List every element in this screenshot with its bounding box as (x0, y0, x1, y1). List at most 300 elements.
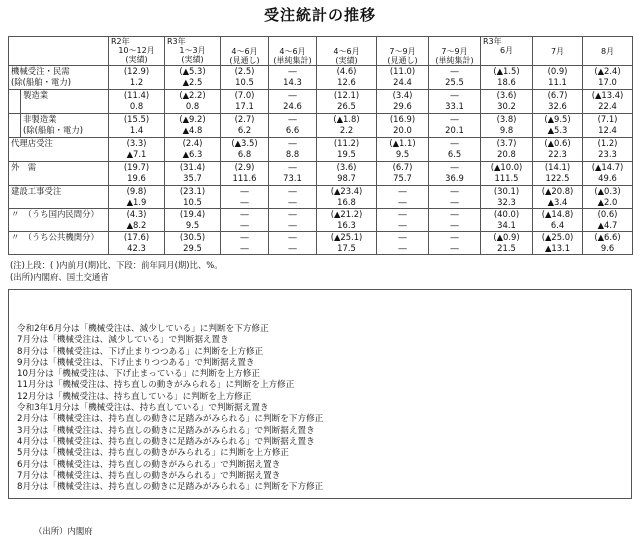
value-bottom: 19.6 (127, 172, 146, 183)
value-top: (2.9) (234, 162, 255, 173)
value-cell (583, 66, 633, 90)
value-top: (2.5) (234, 66, 255, 77)
value-bottom: 20.1 (445, 124, 464, 135)
header-row (9, 37, 633, 66)
value-top: (▲9.2) (179, 114, 206, 125)
value-top: (▲9.5) (544, 114, 571, 125)
value-bottom: 111.6 (232, 172, 257, 183)
value-cell (221, 66, 269, 90)
value-bottom: 22.4 (598, 100, 617, 111)
page-title: 受注統計の推移 (263, 6, 376, 24)
value-cell (583, 162, 633, 186)
value-bottom: 12.4 (598, 124, 617, 135)
value-cell (481, 186, 533, 209)
value-cell (165, 66, 221, 90)
table-row (9, 186, 633, 209)
value-cell (165, 209, 221, 232)
value-cell (481, 90, 533, 114)
value-cell (317, 90, 377, 114)
bottom-source: （出所）内閣府 (34, 526, 93, 536)
value-top: (3.6) (496, 90, 517, 101)
value-bottom: 22.3 (548, 148, 567, 159)
value-cell (533, 66, 583, 90)
value-bottom: 8.8 (285, 148, 300, 159)
judgment-history-item: 7月分は「機械受注は、減少している」で判断据え置き (17, 335, 229, 346)
value-bottom: 75.7 (393, 172, 412, 183)
value-cell (221, 138, 269, 162)
value-top: (7.0) (234, 90, 255, 101)
value-top: (▲0.3) (594, 186, 621, 197)
header-col-7 (429, 37, 481, 66)
value-cell (221, 162, 269, 186)
value-bottom: ▲4.8 (182, 124, 203, 135)
value-top: (▲1.5) (493, 66, 520, 77)
value-top: (0.6) (597, 209, 618, 220)
value-bottom: 17.1 (235, 100, 254, 111)
value-top: (11.4) (123, 90, 150, 101)
value-cell (317, 66, 377, 90)
value-top: ― (450, 209, 459, 220)
row-label-cell (21, 90, 109, 114)
value-bottom: 9.5 (185, 219, 200, 230)
value-bottom: ▲2.0 (597, 196, 618, 207)
header-label: 7月 (550, 47, 565, 56)
table-row (9, 232, 633, 255)
header-col-6 (377, 37, 429, 66)
row-label-cell (9, 186, 109, 209)
row-label-cell (9, 232, 109, 255)
value-bottom: ― (450, 196, 459, 207)
value-bottom: 9.5 (395, 148, 410, 159)
value-cell (481, 138, 533, 162)
value-top: (▲10.0) (490, 162, 523, 173)
value-bottom: 73.1 (283, 172, 302, 183)
value-top: (4.6) (336, 66, 357, 77)
value-top: ― (288, 162, 297, 173)
value-top: (▲1.8) (333, 114, 360, 125)
header-col-2 (165, 37, 221, 66)
value-cell (317, 162, 377, 186)
value-cell (429, 114, 481, 138)
value-top: (2.4) (182, 138, 203, 149)
value-cell (109, 162, 165, 186)
header-label: 7～9月 (単純集計) (435, 47, 474, 66)
value-bottom: ― (240, 196, 249, 207)
value-bottom: ― (288, 196, 297, 207)
value-cell (221, 114, 269, 138)
value-bottom: 17.0 (598, 76, 617, 87)
value-bottom: 29.6 (393, 100, 412, 111)
value-bottom: 17.5 (337, 242, 356, 253)
header-label: 4～6月 (単純集計) (273, 47, 312, 66)
value-cell (109, 90, 165, 114)
value-top: (14.1) (544, 162, 571, 173)
value-top: (▲6.6) (594, 232, 621, 243)
value-top: ― (240, 186, 249, 197)
header-label: 4～6月 (実績) (333, 47, 360, 66)
value-top: ― (240, 209, 249, 220)
value-top: (9.8) (126, 186, 147, 197)
table-body (9, 37, 633, 255)
value-cell (109, 209, 165, 232)
value-cell (109, 66, 165, 90)
value-cell (165, 114, 221, 138)
value-bottom: 10.5 (183, 196, 202, 207)
value-cell (377, 209, 429, 232)
value-bottom: 36.9 (445, 172, 464, 183)
value-cell (583, 186, 633, 209)
value-bottom: ― (450, 219, 459, 230)
value-bottom: 12.6 (337, 76, 356, 87)
value-cell (165, 162, 221, 186)
value-top: (15.5) (123, 114, 150, 125)
value-bottom: 9.8 (499, 124, 514, 135)
value-cell (109, 138, 165, 162)
judgment-history-item: 2月分は「機械受注は、持ち直しの動きに足踏みがみられる」に判断を下方修正 (17, 414, 324, 425)
value-bottom: 16.3 (337, 219, 356, 230)
value-top: (6.7) (392, 162, 413, 173)
value-top: (▲0.6) (544, 138, 571, 149)
value-cell (533, 232, 583, 255)
value-top: (7.1) (597, 114, 618, 125)
value-cell (269, 162, 317, 186)
table-note: (注)上段：( )内前月(期)比、下段：前年同月(期)比、%。 (10, 260, 223, 270)
value-bottom: 26.5 (337, 100, 356, 111)
value-bottom: ― (398, 219, 407, 230)
value-bottom: 29.5 (183, 242, 202, 253)
table-row (9, 138, 633, 162)
header-year: R3年 (483, 37, 502, 46)
value-cell (269, 186, 317, 209)
value-bottom: 6.8 (237, 148, 252, 159)
row-label: 建設工事受注 (11, 186, 62, 197)
value-top: (3.6) (336, 162, 357, 173)
value-cell (583, 209, 633, 232)
value-cell (317, 138, 377, 162)
value-cell (377, 66, 429, 90)
row-indent (9, 114, 21, 138)
value-top: (12.1) (333, 90, 360, 101)
value-bottom: 25.5 (445, 76, 464, 87)
row-label-cell (21, 114, 109, 138)
row-label-cell (9, 209, 109, 232)
value-top: (23.1) (179, 186, 206, 197)
value-top: (19.7) (123, 162, 150, 173)
value-top: ― (288, 186, 297, 197)
value-bottom: ▲8.2 (126, 219, 147, 230)
value-cell (165, 232, 221, 255)
value-cell (269, 138, 317, 162)
row-label: 製造業 (23, 90, 49, 101)
row-label: 外 需 (11, 162, 37, 173)
value-top: (3.4) (392, 90, 413, 101)
value-bottom: ― (240, 219, 249, 230)
judgment-history-item: 11月分は「機械受注は、持ち直しの動きがみられる」に判断を上方修正 (17, 380, 295, 391)
value-cell (583, 232, 633, 255)
value-bottom: 16.8 (337, 196, 356, 207)
value-cell (269, 66, 317, 90)
value-top: (40.0) (493, 209, 520, 220)
value-top: (▲13.4) (591, 90, 624, 101)
value-cell (269, 209, 317, 232)
judgment-history-item: 令和3年1月分は「機械受注は、持ち直している」で判断据え置き (17, 403, 269, 414)
value-top: ― (398, 186, 407, 197)
judgment-history-item: 10月分は「機械受注は、下げ止まっている」に判断を上方修正 (17, 369, 260, 380)
value-bottom: 1.2 (129, 76, 144, 87)
value-top: ― (398, 209, 407, 220)
value-bottom: 49.6 (598, 172, 617, 183)
value-bottom: ▲5.3 (547, 124, 568, 135)
value-cell (221, 209, 269, 232)
value-bottom: 33.1 (445, 100, 464, 111)
row-indent (9, 90, 21, 114)
value-bottom: 20.8 (497, 148, 516, 159)
table-row (9, 114, 633, 138)
value-top: (▲2.2) (179, 90, 206, 101)
value-top: ― (288, 114, 297, 125)
header-label: 1～3月 (実績) (179, 46, 206, 65)
value-cell (429, 186, 481, 209)
value-top: (▲25.0) (541, 232, 574, 243)
value-bottom: 6.5 (447, 148, 462, 159)
value-cell (583, 90, 633, 114)
value-cell (221, 232, 269, 255)
judgment-history-item: 6月分は「機械受注は、持ち直しの動きがみられる」で判断据え置き (17, 459, 281, 470)
value-bottom: 32.3 (497, 196, 516, 207)
value-bottom: ― (288, 219, 297, 230)
value-cell (317, 186, 377, 209)
value-cell (221, 90, 269, 114)
value-bottom: 0.8 (185, 100, 200, 111)
row-label: 非製造業 (23, 114, 57, 125)
value-top: ― (450, 66, 459, 77)
row-label: 〃 （うち公共機関分） (11, 232, 99, 243)
value-cell (109, 114, 165, 138)
value-cell (429, 66, 481, 90)
value-top: (11.0) (389, 66, 416, 77)
value-cell (109, 186, 165, 209)
value-top: (▲2.4) (594, 66, 621, 77)
value-cell (481, 162, 533, 186)
judgment-history-item: 9月分は「機械受注は、下げ止まりつつある」で判断据え置き (17, 357, 255, 368)
header-label: 10～12月 (実績) (118, 46, 155, 65)
value-top: ― (288, 232, 297, 243)
value-bottom: 14.3 (283, 76, 302, 87)
value-bottom: 6.4 (550, 219, 565, 230)
row-label: 機械受注・民需 (11, 66, 70, 77)
judgment-history-list (17, 324, 323, 493)
row-label-cell (9, 138, 109, 162)
judgment-history-item: 7月分は「機械受注は、持ち直しの動きがみられる」で判断据え置き (17, 470, 281, 481)
value-top: ― (450, 114, 459, 125)
value-bottom: ▲7.1 (126, 148, 147, 159)
header-label: 6月 (499, 46, 514, 56)
judgment-history-item: 令和2年6月分は「機械受注は、減少している」に判断を下方修正 (17, 324, 269, 334)
value-cell (377, 162, 429, 186)
judgment-history-item: 8月分は「機械受注は、下げ止まりつつある」に判断を上方修正 (17, 346, 264, 357)
table-source: (出所)内閣府、国土交通省 (10, 272, 109, 282)
value-bottom: ― (450, 242, 459, 253)
value-cell (377, 186, 429, 209)
judgment-history-item: 4月分は「機械受注は、持ち直しの動きに足踏みがみられる」で判断据え置き (17, 436, 315, 447)
value-cell (533, 90, 583, 114)
value-bottom: ― (288, 242, 297, 253)
value-top: ― (450, 232, 459, 243)
header-year: R2年 (111, 37, 130, 46)
judgment-history-item: 12月分は「機械受注は、持ち直している」に判断を上方修正 (17, 391, 252, 402)
value-top: ― (398, 232, 407, 243)
value-top: ― (240, 232, 249, 243)
value-bottom: 18.6 (497, 76, 516, 87)
value-bottom: 35.7 (183, 172, 202, 183)
row-label: 〃 （うち国内民間分） (11, 209, 99, 220)
value-cell (481, 209, 533, 232)
value-bottom: 24.6 (283, 100, 302, 111)
value-cell (481, 114, 533, 138)
value-cell (533, 162, 583, 186)
judgment-history-item: 3月分は「機械受注は、持ち直しの動きに足踏みがみられる」で判断据え置き (17, 425, 315, 436)
value-cell (429, 232, 481, 255)
header-col-9 (533, 37, 583, 66)
value-top: (6.7) (547, 90, 568, 101)
value-top: ― (288, 90, 297, 101)
value-cell (583, 114, 633, 138)
table-row (9, 162, 633, 186)
value-cell (429, 90, 481, 114)
value-bottom: ― (398, 242, 407, 253)
value-cell (429, 209, 481, 232)
value-bottom: 2.2 (339, 124, 354, 135)
value-cell (533, 114, 583, 138)
row-sublabel: (除(船舶・電力) (23, 124, 84, 135)
header-col-8 (481, 37, 533, 66)
value-cell (165, 186, 221, 209)
value-top: ― (450, 162, 459, 173)
value-top: (11.2) (333, 138, 360, 149)
value-top: ― (450, 90, 459, 101)
value-top: (▲14.8) (541, 209, 574, 220)
value-cell (269, 232, 317, 255)
header-year: R3年 (167, 37, 186, 46)
table-row (9, 90, 633, 114)
value-bottom: ▲13.1 (544, 242, 571, 253)
judgment-history-box (8, 289, 632, 499)
value-bottom: ▲3.4 (547, 196, 568, 207)
value-top: ― (450, 186, 459, 197)
value-cell (533, 138, 583, 162)
header-label: 8月 (600, 47, 615, 56)
value-bottom: 10.5 (235, 76, 254, 87)
value-bottom: 30.2 (497, 100, 516, 111)
value-bottom: 11.1 (548, 76, 567, 87)
value-top: (▲3.5) (231, 138, 258, 149)
value-top: ― (288, 66, 297, 77)
value-cell (429, 138, 481, 162)
statistics-table (8, 36, 633, 255)
value-cell (165, 90, 221, 114)
value-cell (221, 186, 269, 209)
value-top: (30.1) (493, 186, 520, 197)
value-bottom: ▲4.7 (597, 219, 618, 230)
value-bottom: 32.6 (548, 100, 567, 111)
judgment-history-item: 8月分は「機械受注は、持ち直しの動きに足踏みがみられる」に判断を下方修正 (17, 482, 324, 493)
value-bottom: ― (398, 196, 407, 207)
value-bottom: 23.3 (598, 148, 617, 159)
value-top: (▲5.3) (179, 66, 206, 77)
value-top: (31.4) (179, 162, 206, 173)
header-col-4 (269, 37, 317, 66)
value-bottom: 6.6 (285, 124, 300, 135)
value-top: ― (450, 138, 459, 149)
value-top: (17.6) (123, 232, 150, 243)
value-top: (▲25.1) (330, 232, 363, 243)
header-label: 7～9月 (見通し) (387, 47, 418, 66)
header-corner (9, 37, 109, 66)
header-col-5 (317, 37, 377, 66)
value-bottom: 20.0 (393, 124, 412, 135)
value-cell (377, 138, 429, 162)
value-bottom: 122.5 (545, 172, 570, 183)
value-bottom: 9.6 (600, 242, 615, 253)
value-cell (481, 66, 533, 90)
value-bottom: 21.5 (497, 242, 516, 253)
value-bottom: ― (240, 242, 249, 253)
value-bottom: 0.8 (129, 100, 144, 111)
value-top: (3.8) (496, 114, 517, 125)
value-top: (2.7) (234, 114, 255, 125)
value-cell (269, 114, 317, 138)
value-top: (▲20.8) (541, 186, 574, 197)
value-top: (▲1.1) (389, 138, 416, 149)
table-row (9, 209, 633, 232)
table-row (9, 66, 633, 90)
value-bottom: ▲2.5 (182, 76, 203, 87)
value-top: (▲14.7) (591, 162, 624, 173)
value-top: (3.7) (496, 138, 517, 149)
value-top: (16.9) (389, 114, 416, 125)
value-top: (3.3) (126, 138, 147, 149)
value-top: (▲23.4) (330, 186, 363, 197)
value-top: (30.5) (179, 232, 206, 243)
value-bottom: 6.2 (237, 124, 252, 135)
row-label-cell (9, 162, 109, 186)
value-bottom: 98.7 (337, 172, 356, 183)
value-cell (377, 232, 429, 255)
header-label: 4～6月 (見通し) (229, 47, 260, 66)
value-top: (12.9) (123, 66, 150, 77)
value-top: (1.2) (597, 138, 618, 149)
value-cell (109, 232, 165, 255)
value-top: ― (288, 209, 297, 220)
value-bottom: 42.3 (127, 242, 146, 253)
value-cell (377, 90, 429, 114)
value-cell (429, 162, 481, 186)
value-cell (317, 209, 377, 232)
value-bottom: 111.5 (494, 172, 519, 183)
header-col-1 (109, 37, 165, 66)
value-cell (583, 138, 633, 162)
value-top: ― (288, 138, 297, 149)
value-bottom: 24.4 (393, 76, 412, 87)
value-bottom: ▲6.3 (182, 148, 203, 159)
header-col-3 (221, 37, 269, 66)
value-top: (▲0.9) (493, 232, 520, 243)
value-top: (▲21.2) (330, 209, 363, 220)
value-top: (19.4) (179, 209, 206, 220)
row-label-cell (9, 66, 109, 90)
value-bottom: 34.1 (497, 219, 516, 230)
value-bottom: 19.5 (337, 148, 356, 159)
